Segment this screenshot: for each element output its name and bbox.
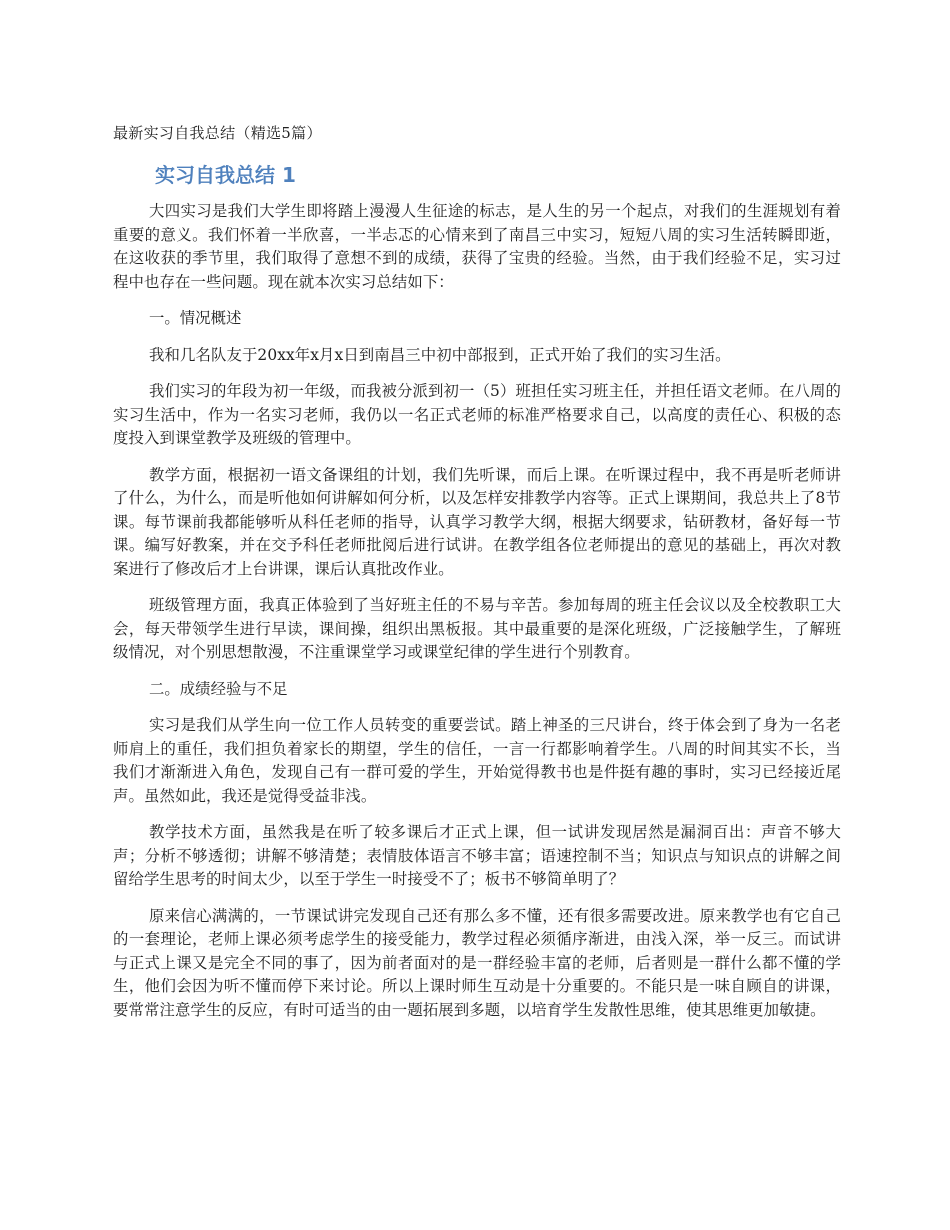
subheading-overview: 一。情况概述	[149, 309, 242, 327]
paragraph-technique: 教学技术方面，虽然我是在听了较多课后才正式上课，但一试讲发现居然是漏洞百出：声音不够大声；分析不够透彻；讲解不够清楚；表情肢体语言不够丰富；语速控制不当；知识点与知识点的讲解之间留给学生思考的时间太少，以至于学生一时接受不了；板书不够简单明了？	[113, 823, 841, 888]
paragraph-teaching: 教学方面，根据初一语文备课组的计划，我们先听课，而后上课。在听课过程中，我不再是听老师讲了什么，为什么，而是听他如何讲解如何分析，以及怎样安排教学内容等。正式上课期间，我总共上了8节课。每节课前我都能够听从科任老师的指导，认真学习教学大纲，根据大纲要求，钻研教材，备好每一节课。编写好教案，并在交予科任老师批阅后进行试讲。在教学组各位老师提出的意见的基础上，再次对教案进行了修改后才上台讲课，课后认真批改作业。	[113, 465, 841, 578]
document-title: 最新实习自我总结（精选5篇）	[113, 124, 322, 142]
paragraph-report: 我和几名队友于20xx年x月x日到南昌三中初中部报到，正式开始了我们的实习生活。	[149, 345, 731, 364]
paragraph-intro: 大四实习是我们大学生即将踏上漫漫人生征途的标志，是人生的另一个起点，对我们的生涯规划有着重要的意义。我们怀着一半欣喜，一半忐忑的心情来到了南昌三中实习，短短八周的实习生活转瞬即逝，在这收获的季节里，我们取得了意想不到的成绩，获得了宝贵的经验。当然，由于我们经验不足，实习过程中也存在一些问题。现在就本次实习总结如下：	[113, 202, 841, 291]
paragraph-reflection: 原来信心满满的，一节课试讲完发现自己还有那么多不懂，还有很多需要改进。原来教学也有它自己的一套理论，老师上课必须考虑学生的接受能力，教学过程必须循序渐进，由浅入深，举一反三。而试讲与正式上课又是完全不同的事了，因为前者面对的是一群经验丰富的老师，后者则是一群什么都不懂的学生，他们会因为听不懂而停下来讨论。所以上课时师生互动是十分重要的。不能只是一味自顾自的讲课，要常常注意学生的反应，有时可适当的由一题拓展到多题，以培育学生发散性思维，使其思维更加敏捷。	[113, 906, 841, 1019]
paragraph-class-management: 班级管理方面，我真正体验到了当好班主任的不易与辛苦。参加每周的班主任会议以及全校教职工大会，每天带领学生进行早读，课间操，组织出黑板报。其中最重要的是深化班级，广泛接触学生，了解班级情况，对个别思想散漫，不注重课堂学习或课堂纪律的学生进行个别教育。	[113, 596, 841, 661]
paragraph-assignment: 我们实习的年段为初一年级，而我被分派到初一（5）班担任实习班主任，并担任语文老师。在八周的实习生活中，作为一名实习老师，我仍以一名正式老师的标准严格要求自己，以高度的责任心、积极的态度投入到课堂教学及班级的管理中。	[113, 382, 841, 447]
subheading-results: 二。成绩经验与不足	[149, 679, 288, 698]
paragraph-transition: 实习是我们从学生向一位工作人员转变的重要尝试。踏上神圣的三尺讲台，终于体会到了身为一名老师肩上的重任，我们担负着家长的期望，学生的信任，一言一行都影响着学生。八周的时间其实不长，当我们才渐渐进入角色，发现自己有一群可爱的学生，开始觉得教书也是件挺有趣的事时，实习已经接近尾声。虽然如此，我还是觉得受益非浅。	[113, 716, 841, 805]
document-page	[113, 121, 841, 1035]
section-heading: 实习自我总结 1	[155, 163, 296, 187]
